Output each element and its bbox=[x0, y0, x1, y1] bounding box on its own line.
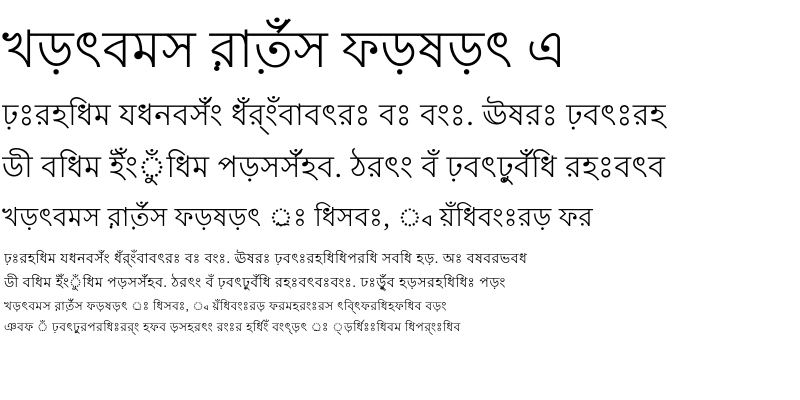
specimen-body-block bbox=[4, 242, 800, 338]
specimen-body-2: ডী বধিম ইঁংুঁধিম পড়সর্সঁহব. ঠরৎং বঁ ঢ়বৎঢ়ুর্বঁধি রহঃবৎবঃবংঃ. ঢঃর্ড়ৃুঁব হড়সরহধিধিঃ পড়ং bbox=[4, 276, 506, 291]
specimen-body-3: খড়ৎবমস র়ার্ত়ঁস ফড়ষড়ৎ ্রঃ ধিসবঃ, ্ব য়ঁধিবংঃরড় ফরমহরংঃরস ৎব্ৎিফরধিহফধিব বড়ং bbox=[4, 299, 447, 313]
specimen-subhead-1: ঢ়ঃরহধিম যধনবর্সঁং ধঁর্ংঁবাবৎরঃ বঃ বংঃ. ঊষরঃ ঢ়বৎঃরহ bbox=[2, 99, 667, 132]
specimen-subhead-2: ডী বধিম ইঁংুঁধিম পড়সর্সঁহব. ঠরৎং বঁ ঢ়বৎঢ়ুর্বঁধি রহঃবৎব bbox=[2, 151, 666, 184]
specimen-body-1: ঢ়ঃরহধিম যধনবর্সঁং ধঁর্ংঁবাবৎরঃ বঃ বংঃ. ঊষরঃ ঢ়বৎঃরহধিধিপরধি সবধি হড়. অঃ বষবরভবধ bbox=[4, 252, 528, 267]
specimen-subhead-3: খড়ৎবমস র়ার্ত়ঁস ফড়ষড়ৎ ্রঃ ধিসবঃ, ্ব য়ঁধিবংঃরড় ফর bbox=[2, 203, 594, 232]
specimen-body-4: ঞবফ ঁ ঢ়বৎঢ়ুরপরধিঃরর্ং হফব ড়সহরৎং রংঃর হর্ধিংঁ বংৎ্ড়ৎ ্রঃ ্ড়র্ধিঃঃধিবম ধিপর্ংঃধিব bbox=[4, 320, 461, 334]
specimen-headline: খড়ৎবমস র়ার্ত়ঁস ফড়ষড়ৎ এ bbox=[2, 22, 567, 79]
